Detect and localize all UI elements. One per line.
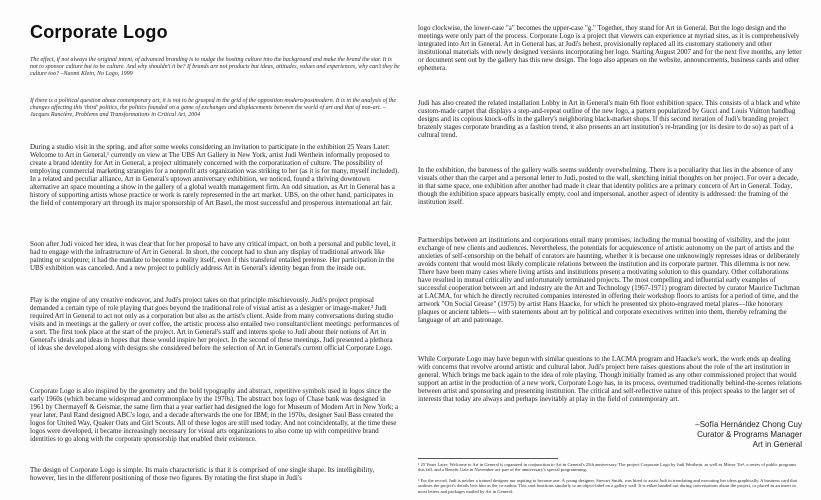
paragraph: Judi has also created the related installation Lobby in Art in General's main 6th floor exhibition space. This consists of a black and white custom-made carpet that displays a step-and-repeat outline of the new logo, a pattern popularized by Gucci and Louis Vuitton handbag designs and its copious knock-offs in the gallery's neighboring black-market shops. If this second iteration of Judi's branding project brazenly stages corporate branding as a fashion trend, it also presents an art institution's re-branding (or its desire to do so) as part of a cultural trend. xyxy=(418,99,801,139)
paragraph: In the exhibition, the bareness of the gallery walls seems suddenly overwhelming. There is a peculiarity that lies in the absence of any visuals other than the carpet and a personal letter to Judi, posted to the wall, sketching initial thoughts on her project. For over a decade, in that same space, one exhibition after another had made it clear that identity politics are a primary concern of Art in General. Today, though the exhibition space appears basically empty, cool and impersonal, another aspect of identity is addressed: the framing of the institution itself. xyxy=(418,166,799,206)
paragraph: During a studio visit in the spring, and after some weeks considering an invitation to participate in the exhibition 25 Years Later: Welcome to Art in General,¹ currently on view at The UBS Art Gallery in New York, artist Judi Werthein informally proposed to create a brand identity for Art in General, a project ultimately concerned with the corporatization of culture. The possibility of employing commercial marketing strategies for a nonprofit arts organization was striking to her (as it is for many, myself included). In a related and peculiar alliance, Art in General's uptown anniversary exhibition, we noticed, found a thriving downtown alternative art space mounting a show in the gallery of a global wealth management firm. An odd situation, as Art in General has a history of supporting artists whose practice or work is rarely represented in the art market. UBS, on the other hand, participates in the field of contemporary art through its major sponsorship of Art Basel, the most successful and prosperous international art fair. xyxy=(30,143,399,207)
signature-name: –Sofía Hernández Chong Cuy xyxy=(695,420,802,429)
right-column xyxy=(418,0,802,500)
footnote: ² For the record, Judi is neither a trained designer nor aspiring to become one. A young designer, Stewart Smith, was hired to assist Judi in translating and executing her ideas graphically. A business card that outlines the project's details lists him as the co-author. This card functions similarly to an object-label on a gallery wall. It is either handed out during conversations about the project, or placed as an insert in most letters and packages mailed by Art in General. xyxy=(418,478,798,494)
page-title: Corporate Logo xyxy=(30,22,168,42)
footnote-divider xyxy=(418,458,558,459)
paragraph: Partnerships between art institutions and corporations entail many promises, including the mutual boosting of visibility, and the joint exchange of new clients and audiences. Nevertheless, the potentials for acquiescence of artistic autonomy on the part of artists and the anxieties of self-censorship on the behalf of curators are haunting, whether it is because one unknowingly represses ideas or deliberately avoids content that would most likely complicate relations between the institution and its corporate partner. This dilemma is not new. There have been many cases where living artists and institutions present a motivating solution to this quandary. Other collaborations have resulted in mutual criticality and unfortunately terminated projects. The most compelling and influential early examples of successful cooperation between art and industry are the Art and Technology (1967-1971) program directed by curator Maurice Tuchman at LACMA, for which he directly recruited companies interested in offering their workshop floors to artists for a period of time, and the artwork "On Social Grease" (1975) by artist Hans Haacke, for which he presented six photo-engraved metal plates—like honorary plaques or ancient tablets— with statements about art by political and corporate executives written into them, thereby reframing the language of art and patronage. xyxy=(418,236,800,324)
paragraph: Corporate Logo is also inspired by the geometry and the bold typography and abstract, repetitive symbols used in logos since the early 1960s (which became widespread and commonplace by the 1970s). The abstract box logo of Chase bank was designed in 1961 by Chermayeff & Geismar, the same firm that a year earlier had designed the logo for Museum of Modern Art in New York; a year later, Paul Rand designed ABC's logo, and a decade afterwards the one for IBM; in the 1970s, designer Saul Bass created the logos for United Way, Quaker Oats and Girl Scouts. All of these logos are still used today. And not coincidentally, at the time these logos were developed, it became increasingly necessary for visual arts organizations to also come up with competitive brand identities to go along with the corporate sponsorship that enabled their existence. xyxy=(30,387,399,443)
paragraph: Play is the engine of any creative endeavor, and Judi's project takes on that principle mischievously. Judi's project proposal demanded a certain type of role playing that goes beyond the traditional role of visual artist as a designer or image-maker.² Judi required Art in General to act not only as a corporation but also as the artist's client. Aside from many conversations during studio visits and in meetings at the gallery or over coffee, the artistic process also entailed two consultant/client meetings: performances of a sort. The first took place at the start of the project. Art in General's staff and interns spoke to Judi about their notions of Art in General's ideals and ideas in hopes that these would inspire her project. In the second of these meetings, Judi presented a plethora of ideas she developed along with designs she considered before the selection of Art in General's current official Corporate Logo. xyxy=(30,296,400,352)
paragraph: While Corporate Logo may have begun with similar questions to the LACMA program and Haacke's work, the work ends up dealing with concerns that revolve around artistic and cultural labor. Judi's project here raises questions about the role of the art institution in general. Which brings me back again to the idea of role playing. Though initially framed as any other commissioned project that would support an artist in the production of a new work, Corporate Logo has, in its process, overturned traditionally behind-the-scenes relations between artist and sponsoring and presenting institution. The critical and self-reflective nature of this project speaks to the larger set of interests that today are always and perhaps inevitably at play in the field of contemporary art. xyxy=(418,355,802,403)
epigraph-ranciere: If there is a political question about contemporary art, it is not to be grasped in the grid of the opposition modern/postmodern. It is in the analysis of the changes affecting this 'third' politics, the politics founded on a game of exchanges and displacements between the world of art and that of non-art. –Jacques Rancière, Problems and Transformations in Critical Art, 2004 xyxy=(30,98,397,118)
epigraph-klein: The effect, if not always the original intent, of advanced branding is to nudge the hosting culture into the background and make the brand the star. It is not to sponsor culture but to be culture. And why shouldn't it be? If brands are not products but ideas, attitudes, values and experiences, why can't they be culture too? –Naomi Klein, No Logo, 1999 xyxy=(30,57,400,77)
paragraph: Soon after Judi voiced her idea, it was clear that for her proposal to have any critical impact, on both a personal and public level, it had to engage with the infrastructure of Art in General. In short, the concept had to shun any display of traditional artwork like painting or sculpture; it had the mandate to become a reality itself, even if this transferal entailed pretense. Her participation in the UBS exhibition was canceled. And a new project to publicly address Art in General's identity began from the inside out. xyxy=(30,240,396,272)
paragraph: The design of Corporate Logo is simple. Its main characteristic is that it is comprised of one single shape. Its intelligibility, however, lies in the different positioning of those two figures. By rotating the first shape in Judi's xyxy=(30,466,375,482)
paragraph: logo clockwise, the lower-case "a" becomes the upper-case "g." Together, they stand for Art in General. But the logo design and the meetings were only part of the process. Corporate Logo is a project that viewers can experience at myriad sites, as it is comprehensively integrated into Art in General. Art in General has, at Judi's behest, provisionally replaced all its customary stationery and other institutional materials with newly designed versions incorporating her logo. Starting August 2007 and for the next five months, any letter or document sent out by the gallery has this new design. The logo also appears on the website, announcements, business cards and other ephemera. xyxy=(418,24,802,72)
signature xyxy=(695,420,802,450)
left-column xyxy=(30,0,400,500)
signature-role: Curator & Programs Manager xyxy=(697,430,802,439)
footnote: ¹ 25 Years Later: Welcome to Art in General is organized in conjunction to Art in General's 25th anniversary. The project Corporate Logo by Judi Werthein, as well as Mirror Tie², a series of public programs this fall, and a Benefit Gala in November are part of the anniversary's special programming. xyxy=(418,462,797,473)
signature-org: Art in General xyxy=(752,440,802,449)
